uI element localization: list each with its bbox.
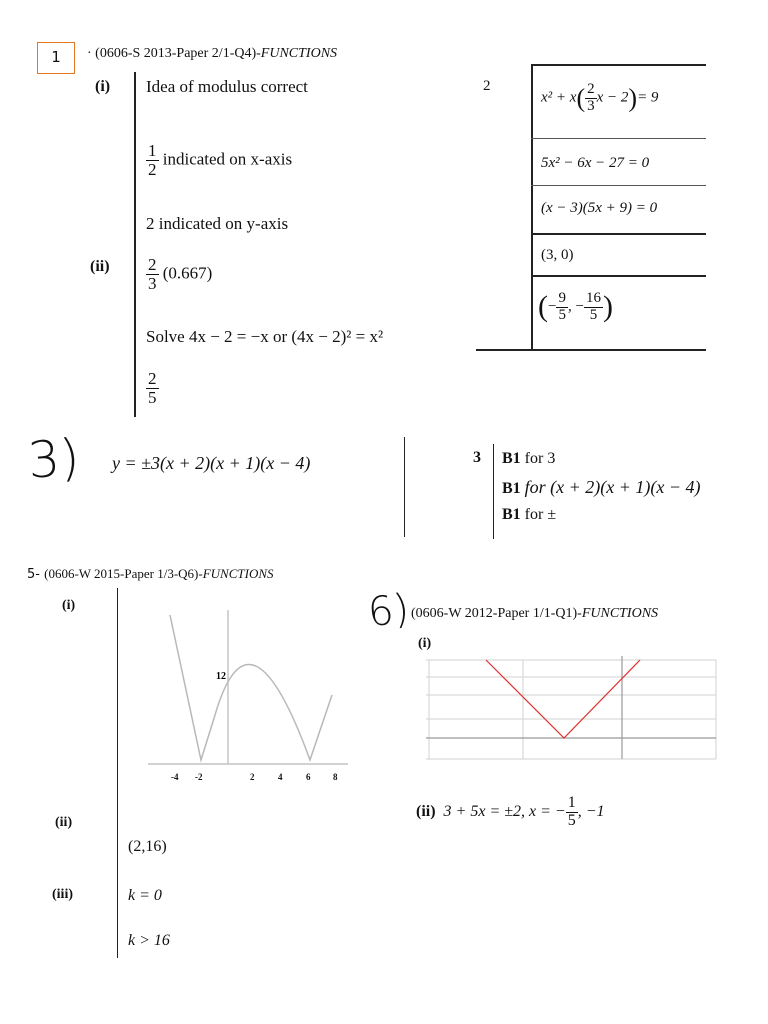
q1-line4 xyxy=(146,256,212,293)
q1-line4-num: 2 xyxy=(148,255,157,274)
q5-answer-iii-a: k = 0 xyxy=(128,887,162,904)
q2-rule-3 xyxy=(531,233,706,235)
q1-line3: 2 indicated on y-axis xyxy=(146,214,289,233)
q6-answer-den: 5 xyxy=(567,811,576,829)
q3-divider-left xyxy=(404,437,405,537)
q2-row3: (x − 3)(5x + 9) = 0 xyxy=(541,200,658,216)
q1-header-ref: · (0606-S 2013-Paper 2/1-Q4)- xyxy=(87,46,261,61)
q5-divider xyxy=(117,588,118,958)
q6-header xyxy=(411,606,658,622)
q2-row1: x² + x( $\frac{2}{3}$ x − 2)= 9 xyxy=(541,81,659,114)
q2-row1-den: 3 xyxy=(587,97,595,114)
q3-mark1-b: B1 xyxy=(502,450,521,467)
q2-rule-top xyxy=(531,64,706,66)
q2-row1-num: 2 xyxy=(587,81,595,97)
q2-rule-1 xyxy=(531,138,706,139)
q5-part-ii: (ii) xyxy=(55,815,73,830)
q6-graph xyxy=(426,656,721,763)
q1-header xyxy=(87,46,337,62)
q2-row1-b: x − 2 xyxy=(596,89,629,106)
q6-answer-b: , −1 xyxy=(577,802,605,820)
q2-row1-c: = 9 xyxy=(637,89,659,106)
q6-answer-a: 3 + 5x = ±2, x = − xyxy=(443,802,566,820)
q1-part-i: (i) xyxy=(95,78,111,95)
q1-line6-num: 2 xyxy=(148,369,157,388)
q2-row5-den1: 5 xyxy=(558,306,566,323)
q1-number-box xyxy=(37,42,75,74)
q3-mark1 xyxy=(502,450,555,468)
q3-number: 3 xyxy=(473,449,481,466)
q1-header-topic: FUNCTIONS xyxy=(260,46,338,61)
q2-row4: (3, 0) xyxy=(541,247,574,263)
q1-number: 1 xyxy=(51,48,61,66)
q3-mark3 xyxy=(502,506,556,524)
q2-row5-num1: 9 xyxy=(558,289,566,306)
q5-curve xyxy=(170,615,332,760)
q6-answer xyxy=(416,795,605,830)
q1-part-ii: (ii) xyxy=(90,258,110,275)
q1-line2 xyxy=(146,142,292,179)
q3-mark2 xyxy=(502,477,701,498)
q1-line4-den: 3 xyxy=(148,273,157,293)
q6-answer-num: 1 xyxy=(567,794,576,811)
q2-rule-2 xyxy=(531,185,706,186)
q5-part-i: (i) xyxy=(62,598,76,613)
q5-header-topic: FUNCTIONS xyxy=(202,566,274,581)
q6-hand-label: 6) xyxy=(365,585,412,637)
q3-mark2-t: for (x + 2)(x + 1)(x − 4) xyxy=(524,477,701,497)
q1-line2-den: 2 xyxy=(148,159,157,179)
q1-line1: Idea of modulus correct xyxy=(146,77,308,96)
q5-x-tick: 2 xyxy=(250,772,255,782)
q3-mark3-b: B1 xyxy=(502,506,521,523)
q5-y-label: 12 xyxy=(216,671,226,682)
q5-x-tick: -2 xyxy=(195,772,203,782)
q6-part-ii: (ii) xyxy=(416,802,436,820)
q5-part-iii: (iii) xyxy=(52,887,73,902)
q1-divider xyxy=(134,72,136,417)
q6-header-topic: FUNCTIONS xyxy=(581,606,659,621)
q5-header-prefix: 5- xyxy=(27,567,45,582)
q1-line5: Solve 4x − 2 = −x or (4x − 2)² = x² xyxy=(146,327,384,346)
q2-number: 2 xyxy=(483,78,491,94)
q5-x-tick: 6 xyxy=(306,772,311,782)
q6-part-i: (i) xyxy=(418,636,432,651)
q2-rule-bottom xyxy=(476,349,706,351)
q5-answer-ii: (2,16) xyxy=(128,838,167,855)
q1-line4-text: (0.667) xyxy=(162,263,213,283)
q3-equation: y = ±3(x + 2)(x + 1)(x − 4) xyxy=(112,453,311,473)
q5-x-tick: -4 xyxy=(171,772,179,782)
q6-header-ref: (0606-W 2012-Paper 1/1-Q1)- xyxy=(411,606,582,621)
q6-grid xyxy=(426,660,716,759)
q5-header-ref: (0606-W 2015-Paper 1/3-Q6)- xyxy=(44,566,203,581)
q1-line6 xyxy=(146,370,159,407)
q5-graph xyxy=(140,600,355,790)
q2-rule-4 xyxy=(531,275,706,277)
q1-line6-den: 5 xyxy=(148,387,157,407)
q2-divider xyxy=(531,64,533,351)
q5-x-tick: 8 xyxy=(333,772,338,782)
q2-row5: (− $\frac{9}{5}$ , − $\frac{16}{5}$ ) xyxy=(538,289,613,323)
q3-divider-right xyxy=(493,444,494,539)
q5-x-tick: 4 xyxy=(278,772,283,782)
q2-row2: 5x² − 6x − 27 = 0 xyxy=(541,155,650,171)
q5-answer-iii-b: k > 16 xyxy=(128,932,170,949)
q1-line2-text: indicated on x-axis xyxy=(162,149,293,169)
q3-mark2-b: B1 xyxy=(502,480,521,497)
q3-mark1-t: for 3 xyxy=(524,450,556,467)
q1-line2-num: 1 xyxy=(148,141,157,160)
q6-v-graph xyxy=(486,660,640,738)
q3-hand-label: 3) xyxy=(26,428,82,490)
q2-row5-den2: 5 xyxy=(589,306,598,323)
q5-header xyxy=(27,566,274,582)
q5-x-ticks xyxy=(171,772,338,782)
q2-row5-num2: 16 xyxy=(585,289,601,306)
q3-mark3-t: for ± xyxy=(524,506,557,523)
q2-row1-a: x² + x xyxy=(541,89,577,106)
